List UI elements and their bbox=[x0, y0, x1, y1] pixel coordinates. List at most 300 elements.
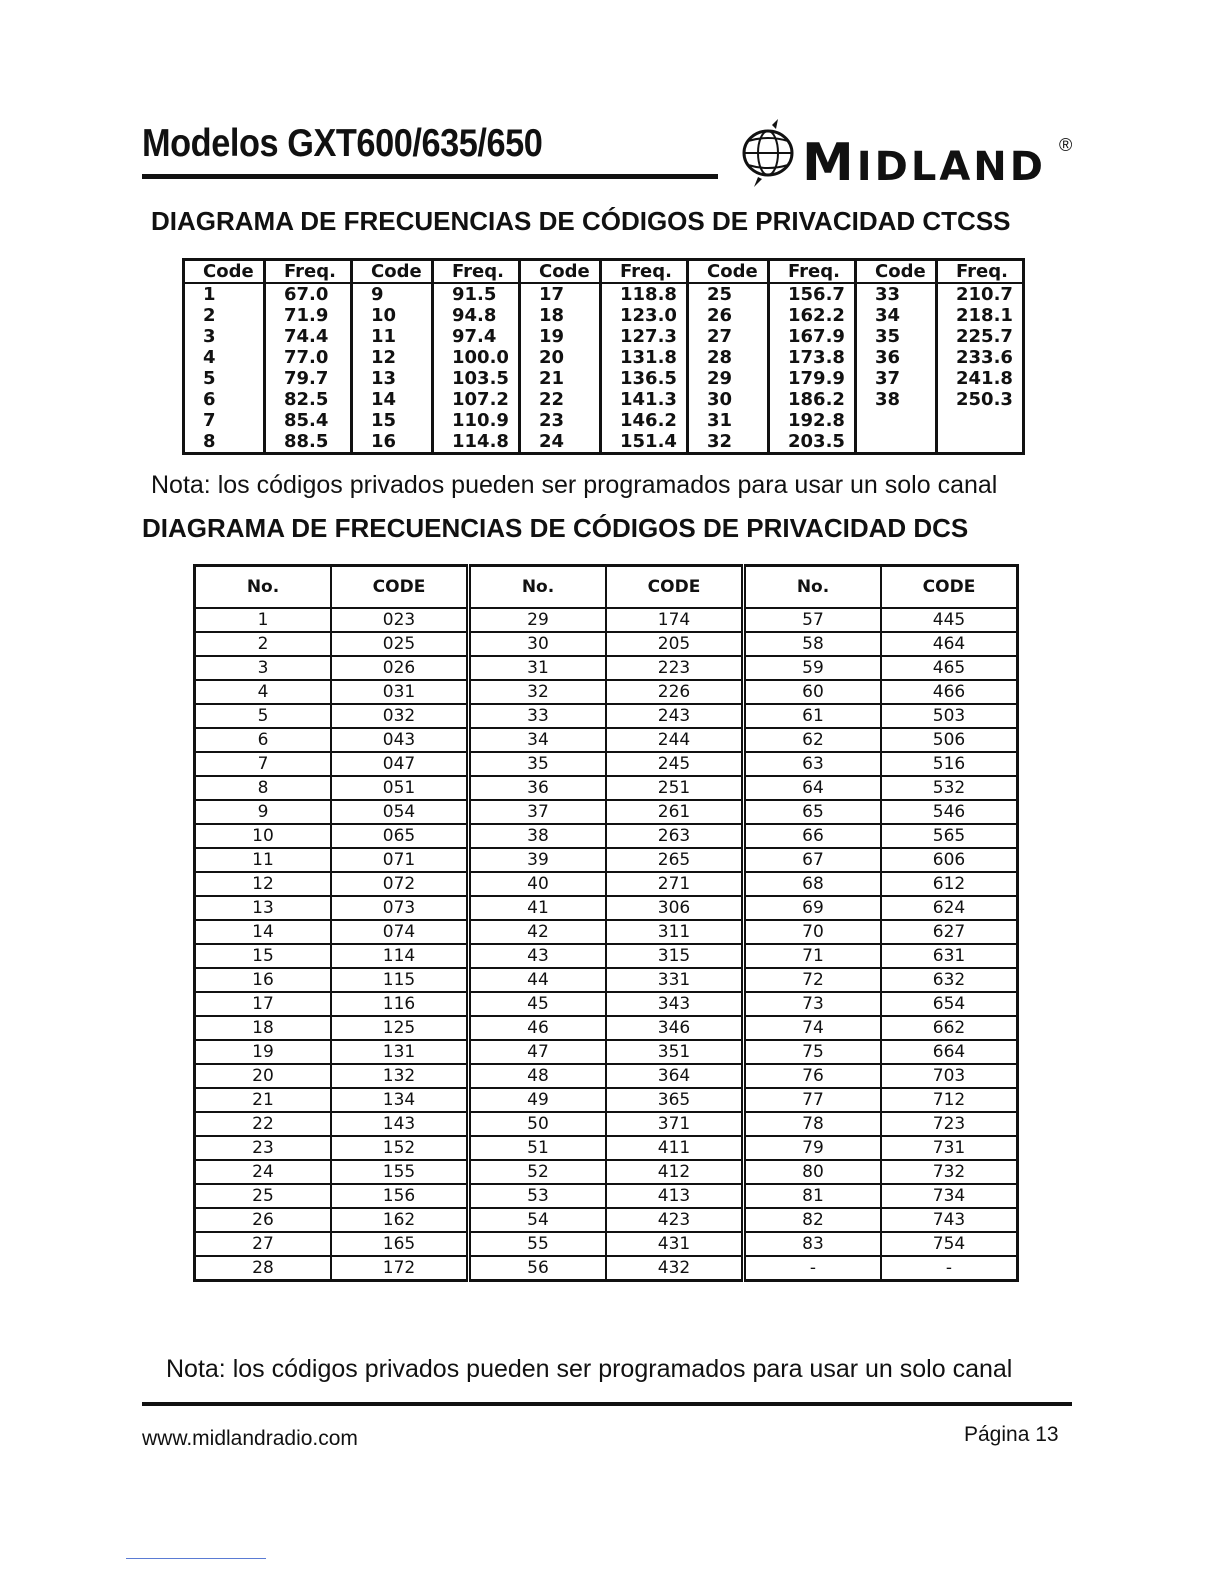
registered-mark: ® bbox=[1059, 135, 1073, 155]
ctcss-code-cell: 26 bbox=[688, 305, 769, 326]
dcs-no-cell: 38 bbox=[469, 824, 607, 848]
ctcss-col-freq: Freq. bbox=[937, 260, 1024, 284]
dcs-no-cell: 45 bbox=[469, 992, 607, 1016]
dcs-no-cell: 19 bbox=[195, 1040, 332, 1064]
dcs-code-cell: 413 bbox=[606, 1184, 744, 1208]
ctcss-code-cell: 6 bbox=[203, 389, 216, 410]
table-row bbox=[184, 347, 1024, 368]
ctcss-freq-cell: 250.3 bbox=[937, 389, 1024, 410]
dcs-code-cell: 546 bbox=[881, 800, 1018, 824]
dcs-code-cell: 054 bbox=[331, 800, 469, 824]
ctcss-code-cell: 12 bbox=[352, 347, 433, 368]
dcs-no-cell: 23 bbox=[195, 1136, 332, 1160]
dcs-no-cell: 4 bbox=[195, 680, 332, 704]
table-row bbox=[195, 944, 1018, 968]
dcs-code-cell: 465 bbox=[881, 656, 1018, 680]
dcs-no-cell: 27 bbox=[195, 1232, 332, 1256]
ctcss-freq-cell: 162.2 bbox=[769, 305, 856, 326]
ctcss-freq-cell: 71.9 bbox=[265, 305, 352, 326]
ctcss-title: DIAGRAMA DE FRECUENCIAS DE CÓDIGOS DE PRIVACIDAD CTCSS bbox=[151, 206, 1011, 236]
dcs-no-cell: 52 bbox=[469, 1160, 607, 1184]
dcs-code-cell: 624 bbox=[881, 896, 1018, 920]
dcs-code-cell: 073 bbox=[331, 896, 469, 920]
ctcss-freq-cell bbox=[937, 410, 1024, 431]
dcs-code-cell: 315 bbox=[606, 944, 744, 968]
dcs-code-cell: 174 bbox=[606, 608, 744, 632]
dcs-no-cell: 28 bbox=[195, 1256, 332, 1281]
ctcss-freq-cell: 100.0 bbox=[433, 347, 520, 368]
table-row bbox=[195, 728, 1018, 752]
dcs-code-cell: 627 bbox=[881, 920, 1018, 944]
dcs-code-cell: 306 bbox=[606, 896, 744, 920]
dcs-no-cell: 69 bbox=[744, 896, 882, 920]
ctcss-code-cell: 3 bbox=[203, 326, 216, 347]
dcs-code-cell: 155 bbox=[331, 1160, 469, 1184]
dcs-no-cell: 6 bbox=[195, 728, 332, 752]
ctcss-code-cell: 22 bbox=[520, 389, 601, 410]
dcs-no-cell: 15 bbox=[195, 944, 332, 968]
table-row bbox=[195, 1016, 1018, 1040]
dcs-code-cell: 245 bbox=[606, 752, 744, 776]
dcs-code-cell: 243 bbox=[606, 704, 744, 728]
table-row bbox=[184, 389, 1024, 410]
table-row bbox=[184, 410, 1024, 431]
dcs-code-cell: 723 bbox=[881, 1112, 1018, 1136]
dcs-no-cell: 80 bbox=[744, 1160, 882, 1184]
dcs-code-cell: 612 bbox=[881, 872, 1018, 896]
table-row bbox=[184, 305, 1024, 326]
dcs-code-cell: 223 bbox=[606, 656, 744, 680]
ctcss-col-freq: Freq. bbox=[769, 260, 856, 284]
dcs-code-cell: 261 bbox=[606, 800, 744, 824]
table-row bbox=[195, 920, 1018, 944]
dcs-code-cell: 754 bbox=[881, 1232, 1018, 1256]
ctcss-freq-cell: 74.4 bbox=[265, 326, 352, 347]
dcs-code-cell: 125 bbox=[331, 1016, 469, 1040]
dcs-code-cell: 271 bbox=[606, 872, 744, 896]
dcs-code-cell: 165 bbox=[331, 1232, 469, 1256]
ctcss-freq-cell: 67.0 bbox=[265, 283, 352, 305]
dcs-no-cell: 73 bbox=[744, 992, 882, 1016]
ctcss-freq-cell: 151.4 bbox=[601, 431, 688, 454]
table-row bbox=[195, 608, 1018, 632]
table-row bbox=[195, 680, 1018, 704]
table-row bbox=[195, 656, 1018, 680]
dcs-code-cell: 152 bbox=[331, 1136, 469, 1160]
dcs-no-cell: 17 bbox=[195, 992, 332, 1016]
ctcss-freq-cell: 173.8 bbox=[769, 347, 856, 368]
ctcss-freq-cell: 156.7 bbox=[769, 283, 856, 305]
brand-rest: IDLAND bbox=[856, 144, 1046, 190]
dcs-no-cell: 16 bbox=[195, 968, 332, 992]
dcs-code-cell: 023 bbox=[331, 608, 469, 632]
dcs-no-cell: 10 bbox=[195, 824, 332, 848]
dcs-code-cell: 632 bbox=[881, 968, 1018, 992]
ctcss-freq-cell bbox=[937, 431, 1024, 454]
dcs-code-cell: 114 bbox=[331, 944, 469, 968]
dcs-no-cell: 34 bbox=[469, 728, 607, 752]
ctcss-freq-cell: 94.8 bbox=[433, 305, 520, 326]
ctcss-col-code: Code bbox=[688, 260, 769, 284]
ctcss-col-freq: Freq. bbox=[265, 260, 352, 284]
dcs-code-cell: 631 bbox=[881, 944, 1018, 968]
table-row bbox=[195, 896, 1018, 920]
table-row bbox=[195, 1112, 1018, 1136]
table-row bbox=[184, 431, 1024, 454]
ctcss-code-cell: 11 bbox=[352, 326, 433, 347]
dcs-no-cell: 74 bbox=[744, 1016, 882, 1040]
ctcss-code-cell: 23 bbox=[520, 410, 601, 431]
dcs-no-cell: 79 bbox=[744, 1136, 882, 1160]
table-row bbox=[195, 1064, 1018, 1088]
ctcss-freq-cell: 114.8 bbox=[433, 431, 520, 454]
dcs-code-cell: 365 bbox=[606, 1088, 744, 1112]
dcs-code-cell: 423 bbox=[606, 1208, 744, 1232]
ctcss-code-cell: 36 bbox=[856, 347, 937, 368]
dcs-code-cell: 251 bbox=[606, 776, 744, 800]
ctcss-freq-cell: 141.3 bbox=[601, 389, 688, 410]
table-row bbox=[195, 824, 1018, 848]
table-row bbox=[184, 283, 1024, 305]
ctcss-code-cell: 20 bbox=[520, 347, 601, 368]
ctcss-code-cell: 16 bbox=[352, 431, 433, 454]
globe-icon bbox=[736, 117, 800, 189]
dcs-code-cell: 244 bbox=[606, 728, 744, 752]
ctcss-code-cell: 38 bbox=[856, 389, 937, 410]
table-row bbox=[195, 968, 1018, 992]
dcs-code-cell: 731 bbox=[881, 1136, 1018, 1160]
dcs-code-cell: 032 bbox=[331, 704, 469, 728]
dcs-no-cell: 5 bbox=[195, 704, 332, 728]
dcs-no-cell: 21 bbox=[195, 1088, 332, 1112]
ctcss-code-cell: 37 bbox=[856, 368, 937, 389]
dcs-no-cell: 31 bbox=[469, 656, 607, 680]
dcs-code-cell: 162 bbox=[331, 1208, 469, 1232]
ctcss-code-cell: 2 bbox=[203, 305, 216, 326]
ctcss-code-cell: 14 bbox=[352, 389, 433, 410]
dcs-code-cell: 466 bbox=[881, 680, 1018, 704]
dcs-note: Nota: los códigos privados pueden ser programados para usar un solo canal bbox=[166, 1355, 1013, 1383]
ctcss-freq-cell: 210.7 bbox=[937, 283, 1024, 305]
table-row bbox=[184, 368, 1024, 389]
dcs-no-cell: 2 bbox=[195, 632, 332, 656]
dcs-code-cell: 734 bbox=[881, 1184, 1018, 1208]
dcs-code-cell: 503 bbox=[881, 704, 1018, 728]
dcs-no-cell: 51 bbox=[469, 1136, 607, 1160]
dcs-no-cell: 14 bbox=[195, 920, 332, 944]
ctcss-code-cell: 9 bbox=[352, 283, 433, 305]
ctcss-freq-cell: 225.7 bbox=[937, 326, 1024, 347]
ctcss-code-cell: 34 bbox=[856, 305, 937, 326]
dcs-no-cell: 82 bbox=[744, 1208, 882, 1232]
dcs-code-cell: 445 bbox=[881, 608, 1018, 632]
ctcss-freq-cell: 77.0 bbox=[265, 347, 352, 368]
ctcss-code-cell: 8 bbox=[203, 431, 216, 452]
dcs-no-cell: 70 bbox=[744, 920, 882, 944]
ctcss-col-code: Code bbox=[856, 260, 937, 284]
ctcss-freq-cell: 110.9 bbox=[433, 410, 520, 431]
ctcss-code-cell: 25 bbox=[688, 283, 769, 305]
ctcss-code-cell: 4 bbox=[203, 347, 216, 368]
dcs-no-cell: 65 bbox=[744, 800, 882, 824]
dcs-col-no: No. bbox=[744, 566, 882, 609]
table-row bbox=[195, 1232, 1018, 1256]
dcs-no-cell: 20 bbox=[195, 1064, 332, 1088]
dcs-col-code: CODE bbox=[331, 566, 469, 609]
dcs-no-cell: 11 bbox=[195, 848, 332, 872]
website-url: www.midlandradio.com bbox=[142, 1427, 358, 1450]
dcs-no-cell: 54 bbox=[469, 1208, 607, 1232]
dcs-no-cell: 8 bbox=[195, 776, 332, 800]
dcs-no-cell: 44 bbox=[469, 968, 607, 992]
ctcss-code-cell: 30 bbox=[688, 389, 769, 410]
dcs-no-cell: 77 bbox=[744, 1088, 882, 1112]
table-row bbox=[195, 752, 1018, 776]
table-row bbox=[195, 992, 1018, 1016]
dcs-code-cell: 116 bbox=[331, 992, 469, 1016]
dcs-no-cell: 36 bbox=[469, 776, 607, 800]
ctcss-code-cell bbox=[856, 410, 937, 431]
dcs-no-cell: 53 bbox=[469, 1184, 607, 1208]
dcs-code-cell: 265 bbox=[606, 848, 744, 872]
ctcss-freq-cell: 82.5 bbox=[265, 389, 352, 410]
ctcss-code-cell: 32 bbox=[688, 431, 769, 454]
ctcss-freq-cell: 88.5 bbox=[265, 431, 352, 454]
title-rule bbox=[142, 174, 718, 179]
dcs-code-cell: 431 bbox=[606, 1232, 744, 1256]
ctcss-code-cell: 24 bbox=[520, 431, 601, 454]
dcs-no-cell: 63 bbox=[744, 752, 882, 776]
dcs-code-cell: 364 bbox=[606, 1064, 744, 1088]
dcs-code-cell: 065 bbox=[331, 824, 469, 848]
dcs-no-cell: 1 bbox=[195, 608, 332, 632]
dcs-code-cell: 712 bbox=[881, 1088, 1018, 1112]
ctcss-freq-cell: 233.6 bbox=[937, 347, 1024, 368]
dcs-code-cell: 351 bbox=[606, 1040, 744, 1064]
dcs-code-cell: 664 bbox=[881, 1040, 1018, 1064]
ctcss-code-cell: 19 bbox=[520, 326, 601, 347]
table-row bbox=[195, 776, 1018, 800]
ctcss-freq-cell: 91.5 bbox=[433, 283, 520, 305]
dcs-code-cell: 411 bbox=[606, 1136, 744, 1160]
dcs-no-cell: 71 bbox=[744, 944, 882, 968]
dcs-no-cell: 81 bbox=[744, 1184, 882, 1208]
dcs-no-cell: 55 bbox=[469, 1232, 607, 1256]
dcs-col-code: CODE bbox=[881, 566, 1018, 609]
dcs-code-cell: - bbox=[881, 1256, 1018, 1281]
table-row bbox=[195, 632, 1018, 656]
ctcss-freq-cell: 146.2 bbox=[601, 410, 688, 431]
dcs-no-cell: 33 bbox=[469, 704, 607, 728]
dcs-code-cell: 343 bbox=[606, 992, 744, 1016]
dcs-no-cell: 37 bbox=[469, 800, 607, 824]
dcs-code-cell: 031 bbox=[331, 680, 469, 704]
dcs-no-cell: 76 bbox=[744, 1064, 882, 1088]
page-number: Página 13 bbox=[964, 1423, 1059, 1446]
table-row bbox=[195, 1184, 1018, 1208]
ctcss-header-row bbox=[184, 260, 1024, 284]
dcs-code-cell: 205 bbox=[606, 632, 744, 656]
dcs-no-cell: 47 bbox=[469, 1040, 607, 1064]
ctcss-col-code: Code bbox=[352, 260, 433, 284]
table-row bbox=[195, 1256, 1018, 1281]
dcs-code-cell: 074 bbox=[331, 920, 469, 944]
dcs-code-cell: 662 bbox=[881, 1016, 1018, 1040]
brand-name bbox=[802, 133, 1046, 193]
dcs-no-cell: 24 bbox=[195, 1160, 332, 1184]
ctcss-freq-cell: 241.8 bbox=[937, 368, 1024, 389]
ctcss-code-cell: 28 bbox=[688, 347, 769, 368]
ctcss-freq-cell: 79.7 bbox=[265, 368, 352, 389]
dcs-code-cell: 743 bbox=[881, 1208, 1018, 1232]
dcs-code-cell: 516 bbox=[881, 752, 1018, 776]
dcs-no-cell: 61 bbox=[744, 704, 882, 728]
dcs-no-cell: 41 bbox=[469, 896, 607, 920]
dcs-no-cell: 58 bbox=[744, 632, 882, 656]
ctcss-freq-cell: 107.2 bbox=[433, 389, 520, 410]
ctcss-col-freq: Freq. bbox=[601, 260, 688, 284]
dcs-no-cell: 83 bbox=[744, 1232, 882, 1256]
ctcss-freq-cell: 136.5 bbox=[601, 368, 688, 389]
dcs-header-row bbox=[195, 566, 1018, 609]
dcs-code-cell: 311 bbox=[606, 920, 744, 944]
dcs-no-cell: 78 bbox=[744, 1112, 882, 1136]
dcs-code-cell: 047 bbox=[331, 752, 469, 776]
ctcss-freq-cell: 218.1 bbox=[937, 305, 1024, 326]
table-row bbox=[195, 1160, 1018, 1184]
dcs-no-cell: 18 bbox=[195, 1016, 332, 1040]
dcs-no-cell: 43 bbox=[469, 944, 607, 968]
dcs-code-cell: 025 bbox=[331, 632, 469, 656]
ctcss-freq-cell: 97.4 bbox=[433, 326, 520, 347]
dcs-no-cell: 7 bbox=[195, 752, 332, 776]
dcs-col-no: No. bbox=[195, 566, 332, 609]
dcs-code-cell: 134 bbox=[331, 1088, 469, 1112]
dcs-code-cell: 156 bbox=[331, 1184, 469, 1208]
dcs-no-cell: 13 bbox=[195, 896, 332, 920]
dcs-no-cell: 57 bbox=[744, 608, 882, 632]
dcs-code-cell: 654 bbox=[881, 992, 1018, 1016]
dcs-code-cell: 026 bbox=[331, 656, 469, 680]
dcs-no-cell: 49 bbox=[469, 1088, 607, 1112]
dcs-code-cell: 506 bbox=[881, 728, 1018, 752]
table-row bbox=[195, 1136, 1018, 1160]
dcs-no-cell: 68 bbox=[744, 872, 882, 896]
scan-artifact-line bbox=[126, 1558, 266, 1559]
dcs-title: DIAGRAMA DE FRECUENCIAS DE CÓDIGOS DE PRIVACIDAD DCS bbox=[142, 513, 969, 543]
dcs-no-cell: 46 bbox=[469, 1016, 607, 1040]
ctcss-col-code: Code bbox=[520, 260, 601, 284]
dcs-no-cell: 35 bbox=[469, 752, 607, 776]
dcs-code-cell: 532 bbox=[881, 776, 1018, 800]
dcs-no-cell: 62 bbox=[744, 728, 882, 752]
ctcss-code-cell: 35 bbox=[856, 326, 937, 347]
dcs-no-cell: 26 bbox=[195, 1208, 332, 1232]
ctcss-code-cell: 33 bbox=[856, 283, 937, 305]
ctcss-code-cell: 18 bbox=[520, 305, 601, 326]
dcs-no-cell: 56 bbox=[469, 1256, 607, 1281]
dcs-no-cell: 29 bbox=[469, 608, 607, 632]
ctcss-col-code: Code bbox=[184, 260, 265, 284]
ctcss-code-cell: 27 bbox=[688, 326, 769, 347]
dcs-code-cell: 226 bbox=[606, 680, 744, 704]
dcs-col-no: No. bbox=[469, 566, 607, 609]
dcs-code-cell: 072 bbox=[331, 872, 469, 896]
dcs-code-cell: 051 bbox=[331, 776, 469, 800]
dcs-no-cell: 25 bbox=[195, 1184, 332, 1208]
dcs-no-cell: 72 bbox=[744, 968, 882, 992]
dcs-code-cell: 732 bbox=[881, 1160, 1018, 1184]
ctcss-code-cell: 5 bbox=[203, 368, 216, 389]
dcs-table bbox=[193, 564, 1019, 1282]
dcs-code-cell: 043 bbox=[331, 728, 469, 752]
ctcss-freq-cell: 186.2 bbox=[769, 389, 856, 410]
dcs-code-cell: 703 bbox=[881, 1064, 1018, 1088]
ctcss-code-cell: 21 bbox=[520, 368, 601, 389]
ctcss-freq-cell: 167.9 bbox=[769, 326, 856, 347]
dcs-code-cell: 115 bbox=[331, 968, 469, 992]
dcs-no-cell: 75 bbox=[744, 1040, 882, 1064]
ctcss-code-cell bbox=[856, 431, 937, 454]
ctcss-col-freq: Freq. bbox=[433, 260, 520, 284]
dcs-code-cell: 132 bbox=[331, 1064, 469, 1088]
footer-rule bbox=[142, 1402, 1072, 1406]
dcs-no-cell: 30 bbox=[469, 632, 607, 656]
table-row bbox=[195, 800, 1018, 824]
table-row bbox=[195, 1208, 1018, 1232]
ctcss-code-cell: 29 bbox=[688, 368, 769, 389]
dcs-no-cell: 3 bbox=[195, 656, 332, 680]
dcs-no-cell: 59 bbox=[744, 656, 882, 680]
midland-logo bbox=[736, 113, 1076, 193]
ctcss-code-cell: 13 bbox=[352, 368, 433, 389]
dcs-code-cell: 071 bbox=[331, 848, 469, 872]
dcs-code-cell: 131 bbox=[331, 1040, 469, 1064]
page-title: Modelos GXT600/635/650 bbox=[142, 122, 543, 165]
dcs-no-cell: - bbox=[744, 1256, 882, 1281]
dcs-no-cell: 66 bbox=[744, 824, 882, 848]
dcs-no-cell: 64 bbox=[744, 776, 882, 800]
dcs-no-cell: 12 bbox=[195, 872, 332, 896]
ctcss-code-cell: 7 bbox=[203, 410, 216, 431]
dcs-code-cell: 143 bbox=[331, 1112, 469, 1136]
table-row bbox=[195, 872, 1018, 896]
dcs-code-cell: 565 bbox=[881, 824, 1018, 848]
dcs-code-cell: 263 bbox=[606, 824, 744, 848]
dcs-col-code: CODE bbox=[606, 566, 744, 609]
dcs-code-cell: 371 bbox=[606, 1112, 744, 1136]
ctcss-freq-cell: 192.8 bbox=[769, 410, 856, 431]
dcs-no-cell: 42 bbox=[469, 920, 607, 944]
ctcss-freq-cell: 85.4 bbox=[265, 410, 352, 431]
dcs-code-cell: 346 bbox=[606, 1016, 744, 1040]
ctcss-table bbox=[182, 258, 1025, 455]
ctcss-freq-cell: 127.3 bbox=[601, 326, 688, 347]
brand-initial: M bbox=[802, 133, 857, 193]
ctcss-code-cell: 10 bbox=[352, 305, 433, 326]
dcs-no-cell: 22 bbox=[195, 1112, 332, 1136]
ctcss-code-cell: 1 bbox=[203, 284, 216, 305]
dcs-no-cell: 32 bbox=[469, 680, 607, 704]
dcs-no-cell: 60 bbox=[744, 680, 882, 704]
ctcss-freq-cell: 179.9 bbox=[769, 368, 856, 389]
dcs-no-cell: 9 bbox=[195, 800, 332, 824]
ctcss-freq-cell: 103.5 bbox=[433, 368, 520, 389]
ctcss-freq-cell: 203.5 bbox=[769, 431, 856, 454]
table-row bbox=[195, 848, 1018, 872]
ctcss-note: Nota: los códigos privados pueden ser programados para usar un solo canal bbox=[151, 471, 998, 499]
dcs-no-cell: 67 bbox=[744, 848, 882, 872]
